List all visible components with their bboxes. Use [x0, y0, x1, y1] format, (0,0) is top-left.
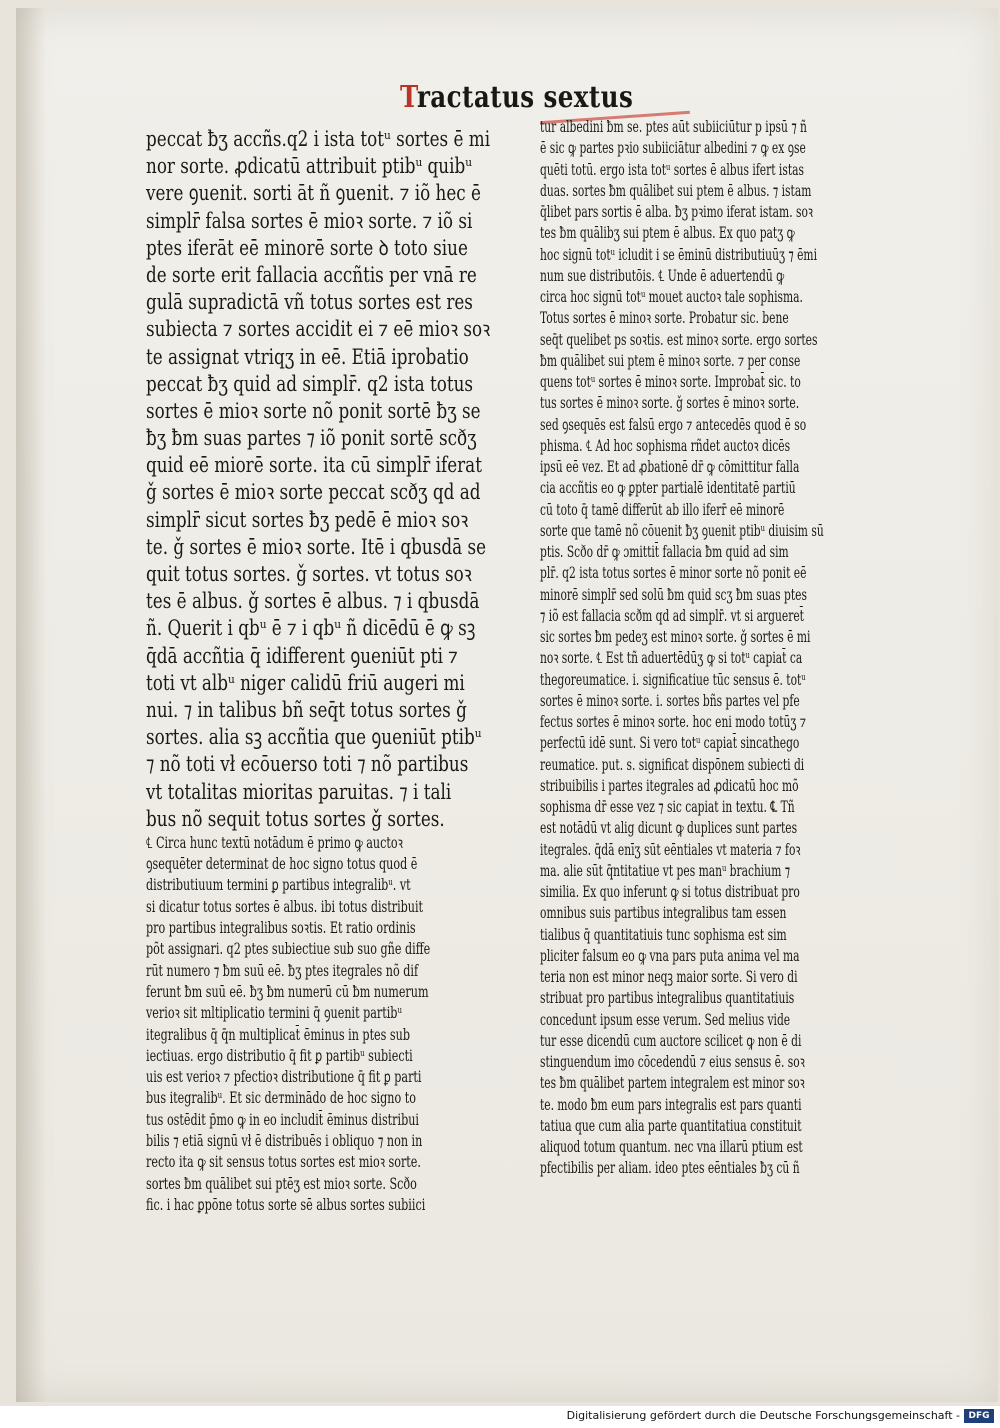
text-line: subiecta ⁊ sortes accidit ei ⁊ eē mioꝛ soꝛ	[146, 317, 491, 342]
commentary-line: sortes ƀm quālibet sui ptēʒ est mioꝛ sorte. Scðo	[146, 1174, 417, 1193]
commentary-line: põt assignari. q2 ptes subiectiue sub suo gñe diffe	[146, 940, 431, 959]
commentary-line: est notādū vt alig dicunt ꝙ duplices sunt partes	[540, 819, 798, 838]
commentary-line: rūt numero ⁊ ƀm suū eē. ƀʒ ptes itegrales nõ dif	[146, 961, 419, 980]
commentary-line: bus itegralibᵘ. Et sic deᴛminādo de hoc signo to	[146, 1089, 416, 1108]
text-line: tes ē albus. ǧ sortes ē albus. ⁊ i qbusdā	[146, 589, 480, 614]
commentary-line: tes ƀm quālibʒ sui ptem ē albus. Ex quo patʒ ꝙ	[540, 224, 795, 243]
commentary-line: sophisma dr̄ esse vez ⁊ sic capiat in textu. ℄ Tñ	[540, 798, 795, 816]
commentary-line: recto ita ꝙ sit sensus totus sortes est mioꝛ sorte.	[146, 1153, 421, 1172]
commentary-line: teria non est minor neqꝫ maior sorte. Si vero di	[540, 968, 798, 986]
commentary-line: tialibus q̄ quantitatiuis tunc sophisma est sim	[540, 925, 787, 944]
commentary-line: ipsū eē vez. Et ad ꝓbationē dr̄ ꝙ cōmittitur falla	[540, 458, 800, 476]
commentary-line: ℄ Circa hunc textū notādum ē primo ꝙ auctoꝛ	[146, 833, 403, 852]
commentary-line: Totus sortes ē minoꝛ sorte. Probatur sic. bene	[540, 309, 789, 328]
commentary-line: pro partibus integralibus soꝛtis. Et ratio ordinis	[146, 919, 416, 938]
commentary-line: similia. Ex quo inferunt ꝙ si totus distribuat pro	[540, 883, 800, 901]
commentary-line: hoc signū totᵘ icludit i se ēminū distributiuūʒ ⁊ ēmi	[540, 245, 818, 264]
commentary-line: tur albedini ƀm se. ptes aūt subiiciūtur p ipsū ⁊ ñ	[540, 118, 807, 136]
text-line: sortes ē mioꝛ sorte nõ ponit sortē ƀʒ se	[146, 398, 481, 423]
commentary-line: sortes ē minoꝛ sorte. i. sortes bñs partes vel pfe	[540, 691, 800, 710]
commentary-line: tes ƀm quālibet partem integralem est minor soꝛ	[540, 1074, 805, 1093]
commentary-line: reumatice. put. s. significat dispōnem subiecti di	[540, 755, 805, 774]
text-line: quid eē miorē sorte. ita cū simplr̄ iferat	[146, 453, 482, 478]
commentary-line: verioꝛ sit mltiplicatio termini q̄ ꝯuenit partibᵘ	[146, 1004, 402, 1023]
commentary-line: quens totᵘ sortes ē minoꝛ sorte. Improbat̄ sic. to	[540, 373, 801, 391]
text-line: te. ǧ sortes ē mioꝛ sorte. Itē i qbusdā se	[146, 534, 487, 559]
commentary-line: ē sic ꝙ partes pꝛio subiiciātur albedini ⁊ ꝙ ex ꝯse	[540, 139, 806, 158]
commentary-line: te. modo ƀm eum pars integralis est pars quanti	[540, 1095, 802, 1114]
commentary-line: sorte que tamē nõ cōuenit ƀʒ ꝯuenit ptibᵘ diuisim sū	[540, 521, 824, 540]
text-line: ñ. Querit i qbᵘ ē ⁊ i qbᵘ ñ dicēdū ē ꝙ sꝫ	[146, 616, 476, 641]
text-line: simplr̄ falsa sortes ē mioꝛ sorte. ⁊ iõ si	[146, 208, 473, 233]
commentary-line: cū toto q̄ tamē differūt ab illo iferr̄ eē minorē	[540, 500, 785, 519]
commentary-line: ma. alie sūt q̄ntitatiue vt pes manᵘ brachium ⁊	[540, 861, 791, 880]
commentary-line: iectiuas. ergo distributio q̄ fit ꝑ partibᵘ subiecti	[146, 1046, 413, 1065]
commentary-line: tus ostēdit p̄mo ꝙ in eo includit̄ ēminus distribui	[146, 1110, 419, 1129]
text-line: ƀʒ ƀm suas partes ⁊ iõ ponit sortē scðʒ	[146, 426, 477, 451]
commentary-line: quēti totū. ergo ista totᵘ sortes ē albus ifert istas	[540, 160, 805, 179]
text-line: vere ꝯuenit. sorti āt ñ ꝯuenit. ⁊ iõ hec ē	[146, 181, 481, 206]
commentary-line: minorē simplr̄ sed solū ƀm quid scʒ ƀm suas ptes	[540, 585, 807, 604]
commentary-line: sed ꝯsequēs est falsū ergo ⁊ antecedēs quod ē so	[540, 415, 807, 434]
commentary-line: cia accñtis eo ꝙ ꝑpter partialē identitatē partiū	[540, 479, 796, 498]
text-line: bus nõ sequit totus sortes ǧ sortes.	[146, 806, 445, 831]
commentary-line: uis est verioꝛ ⁊ pfectioꝛ distributione q̄ fit ꝑ parti	[146, 1068, 422, 1087]
commentary-line: pfectibilis per aliam. ideo ptes eēntiales ƀʒ cū ñ	[540, 1159, 800, 1178]
text-line: ǧ sortes ē mioꝛ sorte peccat scðʒ qd ad	[146, 480, 481, 505]
text-line: simplr̄ sicut sortes ƀʒ pedē ē mioꝛ soꝛ	[146, 507, 469, 532]
text-line: nui. ⁊ in talibus bñ seq̄t totus sortes ǧ	[146, 697, 467, 722]
commentary-line: plr̄. q2 ista totus sortes ē minor sorte nõ ponit eē	[540, 564, 807, 583]
text-line: peccat ƀʒ quid ad simplr̄. q2 ista totus	[146, 371, 474, 396]
commentary-line: stribuat pro partibus integralibus quantitatiuis	[540, 989, 795, 1008]
running-header-title	[400, 80, 633, 115]
commentary-line: ferunt ƀm suū eē. ƀʒ ƀm numerū cū ƀm numerum	[146, 982, 429, 1001]
left-text-column	[146, 126, 536, 1214]
commentary-line: pliciter falsum eo ꝙ vna pars puta anima vel ma	[540, 946, 800, 965]
commentary-line: perfectū idē sunt. Si vero totᵘ capiat̄ sincathego	[540, 734, 800, 753]
commentary-line: si dicatur totus sortes ē albus. ibi totus distribuit	[146, 897, 424, 916]
commentary-line: thegoreumatice. i. significatiue tūc sensus ē. totᵘ	[540, 670, 806, 689]
text-line: te assignat vtriqʒ in eē. Etiā iprobatio	[146, 344, 469, 369]
commentary-line: num sue distributōis. ℄ Unde ē aduertendū ꝙ	[540, 266, 785, 285]
commentary-line: noꝛ sorte. ℄ Est tñ aduertēdūʒ ꝙ si totᵘ capiat̄ ca	[540, 649, 803, 668]
commentary-line: ƀm quālibet sui ptem ē minoꝛ sorte. ⁊ per conse	[540, 351, 801, 370]
text-line: de sorte erit fallacia accñtis per vnā re	[146, 262, 477, 287]
text-line: ⁊ nõ toti vł ecōuerso toti ⁊ nõ partibus	[146, 752, 469, 777]
header-initial: T	[400, 80, 417, 115]
commentary-line: phisma. ℄ Ad hoc sophisma rñdet auctoꝛ dicēs	[540, 436, 791, 455]
text-line: nor sorte. ꝓdicatū attribuit ptibᵘ quibᵘ	[146, 154, 472, 179]
commentary-line: fectus sortes ē minoꝛ sorte. hoc eni modo totūʒ ⁊	[540, 713, 806, 731]
commentary-line: itegralibus q̄ q̄n multiplicat̄ ēminus in ptes sub	[146, 1025, 411, 1044]
commentary-line: circa hoc signū totᵘ mouet auctoꝛ tale sophisma.	[540, 288, 803, 306]
commentary-line: tur esse dicendū cum auctore scilicet ꝙ non ē di	[540, 1031, 802, 1050]
text-line: ptes iferāt eē minorē sorte ꝺ toto siue	[146, 235, 468, 260]
commentary-line: tus sortes ē minoꝛ sorte. ǧ sortes ē minoꝛ sorte.	[540, 394, 800, 413]
text-line: peccat ƀʒ accñs.q2 i ista totᵘ sortes ē mi	[146, 127, 491, 151]
commentary-line: aliquod totum quantum. nec vna illarū ptium est	[540, 1138, 803, 1156]
commentary-line: seq̄t quelibet ps soꝛtis. est minoꝛ sorte. ergo sortes	[540, 330, 818, 349]
commentary-line: ꝯsequēter determinat de hoc signo totus quod ē	[146, 855, 418, 874]
footer-bar	[0, 1406, 1000, 1428]
text-line: toti vt albᵘ niger calidū friū augeri mi	[146, 670, 465, 695]
commentary-line: sic sortes ƀm pedeʒ est minoꝛ sorte. ǧ sortes ē mi	[540, 628, 811, 646]
commentary-line: bilis ⁊ etiā signū vł ē distribuēs i obliquo ⁊ non in	[146, 1132, 423, 1151]
commentary-line: ⁊ iõ est fallacia scðm qd ad simplr̄. vt si argueret̄	[540, 606, 804, 625]
commentary-line: fic. i hac ꝑpōne totus sorte sē albus sortes subiici	[146, 1195, 426, 1214]
commentary-line: stribuibilis i partes itegrales ad ꝓdicatū hoc mõ	[540, 776, 799, 795]
commentary-line: ptis. Scðo dr̄ ꝙ ɔmittit̄ fallacia ƀm quid ad sim	[540, 543, 789, 561]
commentary-line: q̄libet pars sortis ē alba. ƀʒ pꝛimo iferat istam. soꝛ	[540, 203, 813, 221]
commentary-line: distributiuum termini ꝑ partibus integralibᵘ. vt	[146, 876, 411, 895]
right-text-column	[540, 117, 938, 1187]
header-title-rest: ractatus sextus	[416, 80, 634, 115]
commentary-line: concedunt ipsum esse verum. Sed melius vide	[540, 1010, 791, 1029]
commentary-line: itegrales. q̄dā enīʒ sūt eēntiales vt materia ⁊ foꝛ	[540, 840, 801, 859]
text-line: sortes. alia sꝫ accñtia que ꝯueniūt ptibᵘ	[146, 725, 482, 750]
dfg-logo: DFG	[964, 1409, 994, 1423]
text-line: vt totalitas mioritas paruitas. ⁊ i tali	[146, 779, 452, 804]
commentary-line: omnibus suis partibus integralibus tam essen	[540, 904, 787, 923]
text-line: q̄dā accñtia q̄ idifferent ꝯueniūt pti ⁊	[146, 643, 458, 668]
footer-credit: Digitalisierung gefördert durch die Deutsche Forschungsgemeinschaft -	[566, 1409, 960, 1422]
text-line: gulā supradictā vñ totus sortes est res	[146, 290, 473, 315]
text-line: quit totus sortes. ǧ sortes. vt totus soꝛ	[146, 562, 472, 586]
commentary-line: stinguendum imo cōcedendū ⁊ eius sensus ē. soꝛ	[540, 1053, 805, 1071]
commentary-line: duas. sortes ƀm quālibet sui ptem ē albus. ⁊ istam	[540, 181, 812, 200]
commentary-line: tatiua que cum alia parte quantitatiua constituit	[540, 1116, 802, 1135]
